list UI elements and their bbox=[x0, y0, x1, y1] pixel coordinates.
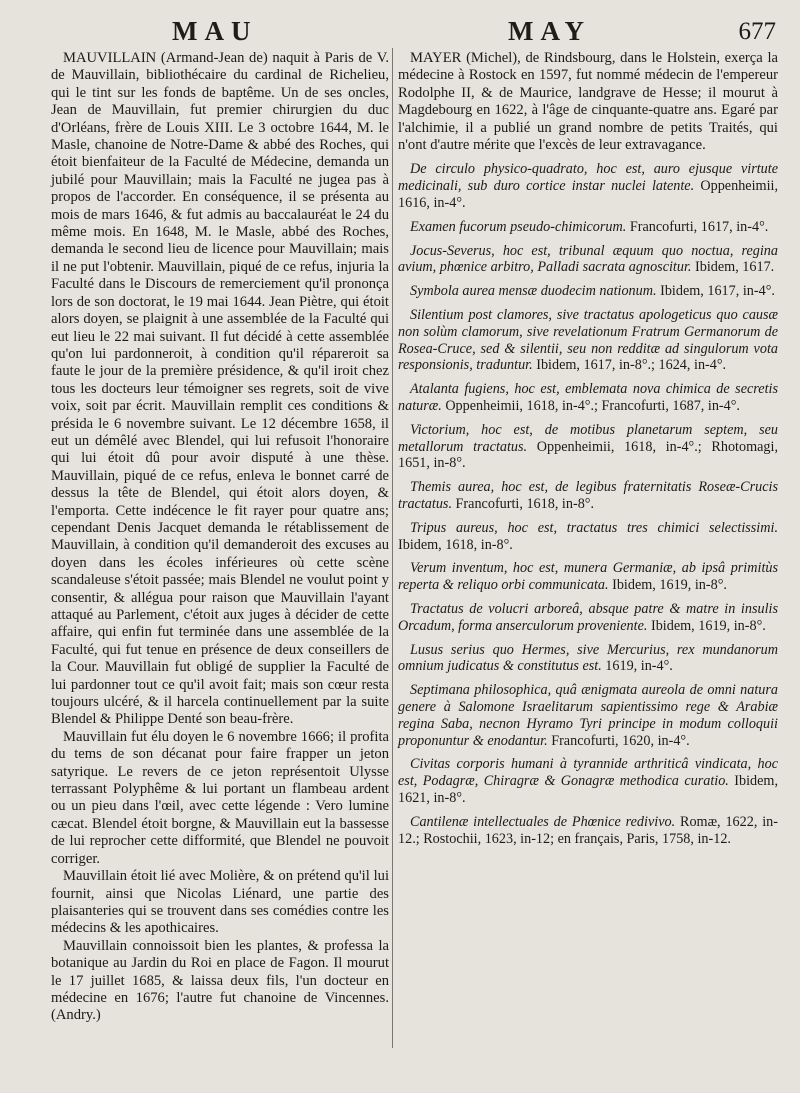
entry-intro: MAYER (Michel), de Rindsbourg, dans le Holstein, exerça la médecine à Rostock en 1597, fut nommé médecin de l'empereur Rodolphe II, & de Maurice, landgrave de Hesse; il mourut à Magdebourg en 1622, à l'âge de cinquante-quatre ans. Egaré par l'alchimie, il a publié un grand nombre de petits Traités, qui n'ont d'autre mérite que l'excès de leur extravagance. bbox=[398, 50, 778, 154]
entry-imprint: Ibidem, 1617, in-4°. bbox=[660, 283, 775, 300]
entry-imprint: Ibidem, 1621, in-8°. bbox=[398, 773, 778, 806]
entry-imprint: Francofurti, 1617, in-4°. bbox=[629, 218, 769, 235]
bibliography-entry bbox=[398, 283, 778, 300]
bibliography-entry bbox=[398, 756, 778, 806]
entry-title: Septimana philosophica, quâ ænigmata aureola de omni natura genere à Salomone Israelitarum sapientissimo rege & Arabiæ regina Saba, necnon Hyramo Tyri principe in modum colloquii proponuntur & enodantur. bbox=[398, 682, 778, 749]
running-head-right: MAY bbox=[508, 16, 592, 46]
bibliography-entry bbox=[398, 479, 778, 513]
entry-imprint: Francofurti, 1618, in-8°. bbox=[455, 495, 595, 512]
running-head-left: MAU bbox=[172, 16, 258, 46]
entry-title: Silentium post clamores, sive tractatus apologeticus quo causæ non solùm clamorum, sive revelationum Fratrum Germanorum de Rosea-Cruce, sed & silentii, seu non redditæ ad singulorum vota responsionis, traduntur. bbox=[398, 307, 778, 374]
entry-imprint: Ibidem, 1619, in-8°. bbox=[650, 617, 766, 634]
entry-title: De circulo physico-quadrato, hoc est, auro ejusque virtute medicinali, sub duro cortice instar nuclei latente. bbox=[398, 161, 778, 195]
paragraph: Mauvillain fut élu doyen le 6 novembre 1666; il profita du tems de son décanat pour faire frapper un jeton satyrique. Le revers de ce jeton représentoit Ulysse terrassant Polyphême & lui portant un flambeau ardent ou un pieu dans l'œil, avec cette légende : Vero lumine cæcat. Blendel étoit borgne, & Mauvillain eut la bassesse de lui reprocher cette difformité, que Blendel ne pouvoit corriger. bbox=[51, 728, 389, 867]
bibliography-entry bbox=[398, 814, 778, 848]
bibliography-entry bbox=[398, 161, 778, 211]
entry-imprint: Romæ, 1622, in-12.; Rostochii, 1623, in-12; en français, Paris, 1758, in-12. bbox=[398, 813, 778, 847]
bibliography-entry bbox=[398, 381, 778, 415]
entry-imprint: 1619, in-4°. bbox=[605, 658, 673, 675]
paragraph: MAUVILLAIN (Armand-Jean de) naquit à Paris de V. de Mauvillain, bibliothécaire du cardinal de Richelieu, qui le tint sur les fonds de baptême. Un de ses oncles, Jean de Mauvillain, fut premier chirurgien du duc d'Orléans, frère de Louis XIII. Le 3 octobre 1644, M. le Masle, chanoine de Notre-Dame & abbé des Roches, qui étoit bienfaiteur de la Faculté de Médecine, demanda un jubilé pour Mauvillain; mais la Faculté ne jugea pas à propos de l'accorder. En conséquence, il se présenta au mois de mars 1646, & fut admis au baccalauréat le 24 du même mois. En 1648, M. le Masle, abbé des Roches, demanda le second lieu de licence pour Mauvillain; mais il ne put l'obtenir. Mauvillain, piqué de ce refus, injuria la Faculté dans le Discours de remerciement qu'il prononça lors de son doctorat, le 19 mai 1644. Jean Piètre, qui étoit alors doyen, se plaignit à une assemblée de la Faculté qui eut lieu le 22 mai suivant. Il fut décidé à cette assemblée qu'on lui pardonneroit, à condition qu'il répareroit sa faute le jour de la première présidence, & qu'il iroit chez tous les docteurs leur témoigner ses regrets, soit de vive voix, soit par écrit. Mauvillain remplit ces conditions & présida le 6 novembre suivant. Le 12 décembre 1658, il eut un démêlé avec Blendel, qui lui refusoit l'honoraire qui lui étoit dû pour avoir disputé à une thèse. Mauvillain, piqué de ce refus, enleva le bonnet carré de dessus la tête de Blendel, qui étoit alors doyen, & l'emporta. Cette indécence le fit rayer pour quatre ans; cependant Denis Jacquet demanda le rétablissement de Mauvillain, à condition qu'il demanderoit des excuses au doyen dans les écoles inférieures où cette scène scandaleuse s'étoit passée; mais Blendel ne voulut point y consentir, & allégua pour raison que Mauvillain l'ayant attaqué au Parlement, c'étoit aux juges à décider de cette affaire, qui enfin fut terminée dans une assemblée de la Faculté, qui fut tenue en présence de deux conseillers de la Cour. Mauvillain fut obligé de supplier la Faculté de lui pardonner tout ce qu'il avoit fait; mais son cœur resta toujours ulcéré, & il harcela continuellement par la suite Blendel & Philippe Denté son beau-frère. bbox=[51, 50, 389, 728]
entry-title: Victorium, hoc est, de motibus planetarum septem, seu metallorum tractatus. bbox=[398, 421, 778, 455]
entry-imprint: Ibidem, 1617. bbox=[695, 259, 775, 276]
entry-title: Tractatus de volucri arboreâ, absque patre & matre in insulis Orcadum, forma anserculorum provenientе. bbox=[398, 600, 778, 634]
bibliography-entry bbox=[398, 682, 778, 749]
entry-title: Themis aurea, hoc est, de legibus fraternitatis Roseæ-Crucis tractatus. bbox=[398, 479, 778, 512]
paragraph: Mauvillain connoissoit bien les plantes, & professa la botanique au Jardin du Roi en place de Fagon. Il mourut le 17 juillet 1685, & laissa deux fils, l'un docteur en médecine en 1676; l'autre fut chanoine de Vincennes. (Andry.) bbox=[51, 937, 389, 1024]
bibliography-entry bbox=[398, 307, 778, 374]
bibliography-entry bbox=[398, 642, 778, 676]
entry-title: Verum inventum, hoc est, munera Germaniæ, ab ipsâ primitùs reperta & reliquo orbi communicata. bbox=[398, 560, 778, 594]
entry-title: Tripus aureus, hoc est, tractatus tres chimici selectissimi. bbox=[410, 519, 778, 536]
entry-title: Examen fucorum pseudo-chimicorum. bbox=[410, 218, 627, 235]
entry-imprint: Oppenheimii, 1618, in-4°.; Francofurti, 1687, in-4°. bbox=[445, 398, 740, 414]
bibliography-entry bbox=[398, 520, 778, 554]
page-number: 677 bbox=[738, 18, 776, 45]
entry-title: Atalanta fugiens, hoc est, emblemata nova chimica de secretis naturæ. bbox=[398, 381, 778, 414]
entry-title: Cantilenæ intellectuales de Phœnice redivivo. bbox=[410, 813, 676, 830]
column-divider bbox=[392, 48, 393, 1048]
entry-imprint: Francofurti, 1620, in-4°. bbox=[551, 732, 690, 749]
bibliography-entry bbox=[398, 560, 778, 594]
entry-imprint: Oppenheimii, 1616, in-4°. bbox=[398, 178, 778, 212]
bibliography-entry bbox=[398, 219, 778, 236]
right-column bbox=[398, 50, 778, 1053]
entry-imprint: Ibidem, 1619, in-8°. bbox=[612, 577, 727, 594]
entry-title: Symbola aurea mensæ duodecim nationum. bbox=[410, 283, 657, 300]
entry-imprint: Ibidem, 1618, in-8°. bbox=[398, 536, 513, 553]
bibliography-entry bbox=[398, 601, 778, 635]
bibliography-entry bbox=[398, 243, 778, 277]
bibliography-entry bbox=[398, 422, 778, 472]
paragraph: Mauvillain étoit lié avec Molière, & on prétend qu'il lui fournit, ainsi que Nicolas Liénard, une partie des plaisanteries qui se trouvent dans ses comédies contre les médecins & les apothicaires. bbox=[51, 868, 389, 937]
left-column bbox=[51, 50, 389, 1053]
entry-imprint: Ibidem, 1617, in-8°.; 1624, in-4°. bbox=[536, 357, 727, 374]
entry-title: Jocus-Severus, hoc est, tribunal æquum quo noctua, regina avium, phœnice arbitro, Palladi sacrata agnoscitur. bbox=[398, 242, 778, 276]
entry-title: Lusus serius quo Hermes, sive Mercurius, rex mundanorum omnium judicatus & constitutus est. bbox=[398, 641, 778, 675]
entry-title: Civitas corporis humani à tyrannide arthriticâ vindicata, hoc est, Podagræ, Chiragræ & Gonagræ methodica curatio. bbox=[398, 756, 778, 790]
entry-imprint: Oppenheimii, 1618, in-4°.; Rhotomagi, 1651, in-8°. bbox=[398, 438, 778, 472]
